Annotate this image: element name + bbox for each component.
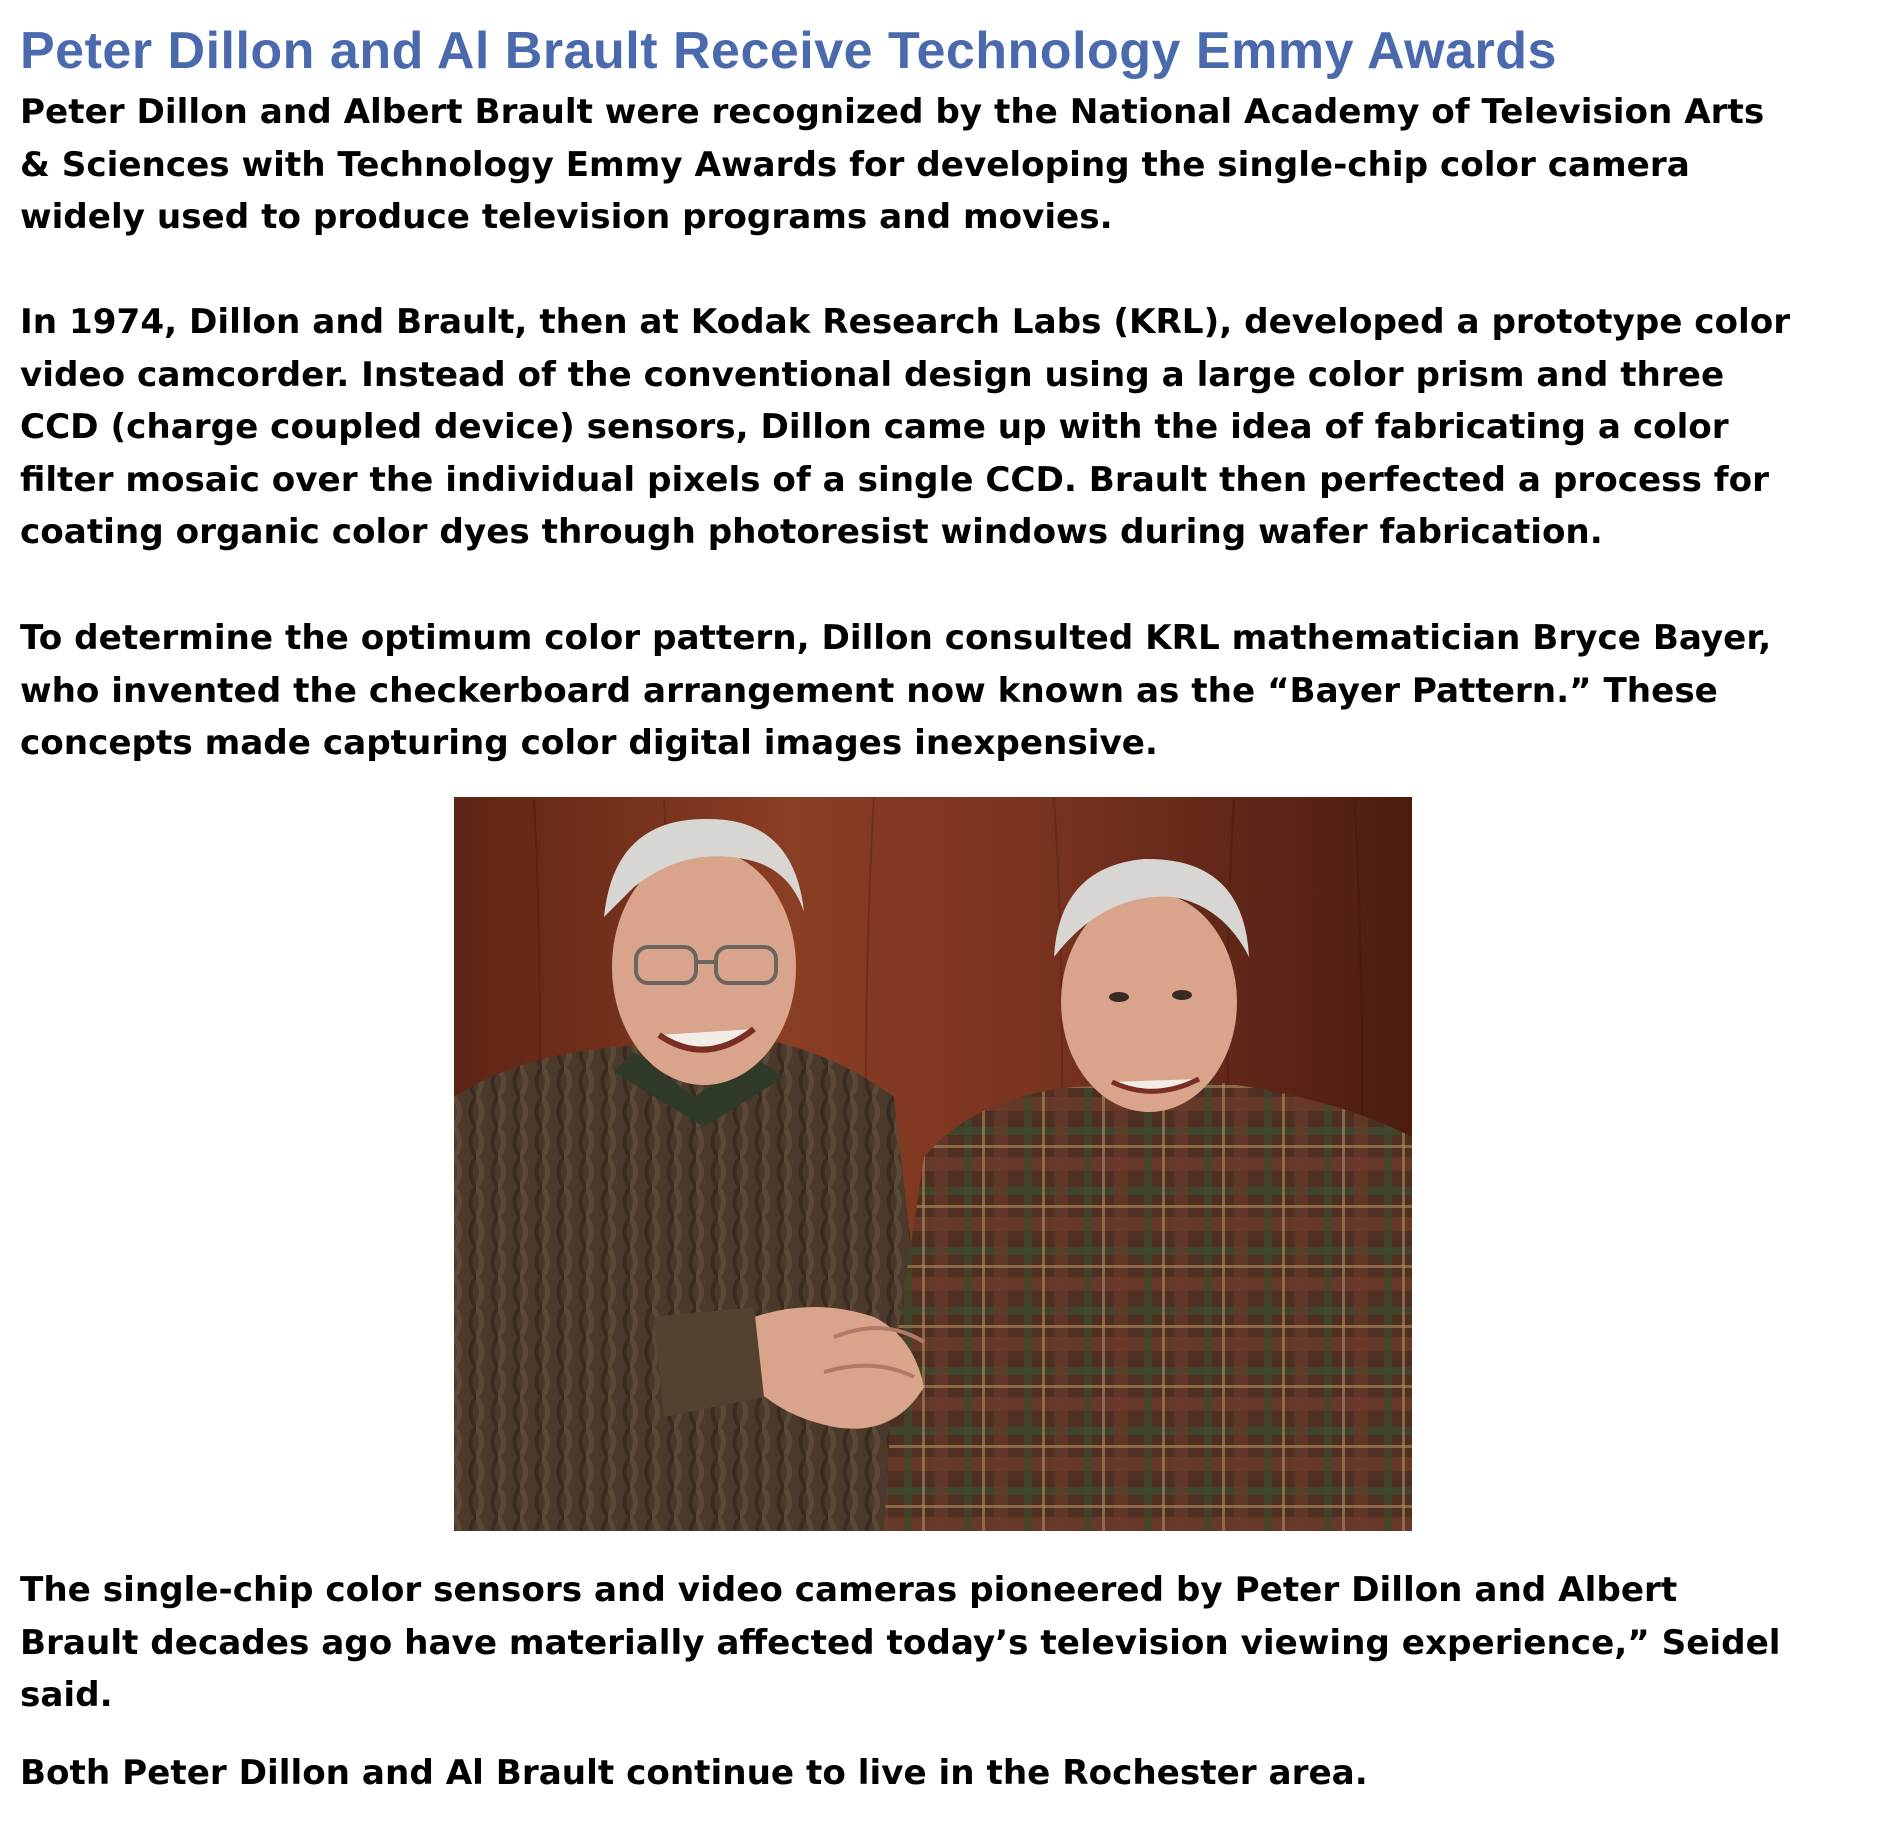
paragraph-line: Peter Dillon and Albert Brault were recognized by the National Academy of Television Arts [20, 92, 1765, 132]
paragraph-line: said. [20, 1675, 113, 1715]
paragraph-line: who invented the checkerboard arrangement now known as the “Bayer Pattern.” These [20, 670, 1718, 711]
paragraph-line: The single-chip color sensors and video cameras pioneered by Peter Dillon and Albert [20, 1570, 1678, 1610]
paragraph-line: Both Peter Dillon and Al Brault continue to live in the Rochester area. [20, 1753, 1368, 1793]
paragraph-line: concepts made capturing color digital images inexpensive. [20, 723, 1158, 763]
paragraph-rochester [20, 1747, 1368, 1800]
paragraph-line: filter mosaic over the individual pixels of a single CCD. Brault then perfected a process for [20, 459, 1769, 500]
photo-dillon-brault [454, 797, 1412, 1531]
paragraph-line: coating organic color dyes through photoresist windows during wafer fabrication. [20, 512, 1603, 552]
paragraph-bayer [20, 612, 1771, 770]
paragraph-line: widely used to produce television programs and movies. [20, 197, 1113, 237]
paragraph-history [20, 296, 1790, 559]
paragraph-line: Brault decades ago have materially affected today’s television viewing experience,” Seidel [20, 1622, 1781, 1663]
paragraph-line: To determine the optimum color pattern, Dillon consulted KRL mathematician Bryce Bayer, [20, 618, 1772, 658]
article [20, 0, 1870, 84]
photo-illustration [454, 797, 1412, 1531]
paragraph-line: CCD (charge coupled device) sensors, Dillon came up with the idea of fabricating a color [20, 407, 1729, 447]
paragraph-line: video camcorder. Instead of the conventional design using a large color prism and three [20, 354, 1725, 395]
paragraph-line: In 1974, Dillon and Brault, then at Kodak Research Labs (KRL), developed a prototype color [20, 302, 1791, 342]
article-title: Peter Dillon and Al Brault Receive Technology Emmy Awards [20, 22, 1557, 80]
right-man-face [1061, 892, 1237, 1112]
paragraph-impact-quote [20, 1564, 1781, 1722]
paragraph-awards [20, 86, 1764, 244]
paragraph-line: & Sciences with Technology Emmy Awards for developing the single-chip color camera [20, 144, 1690, 185]
